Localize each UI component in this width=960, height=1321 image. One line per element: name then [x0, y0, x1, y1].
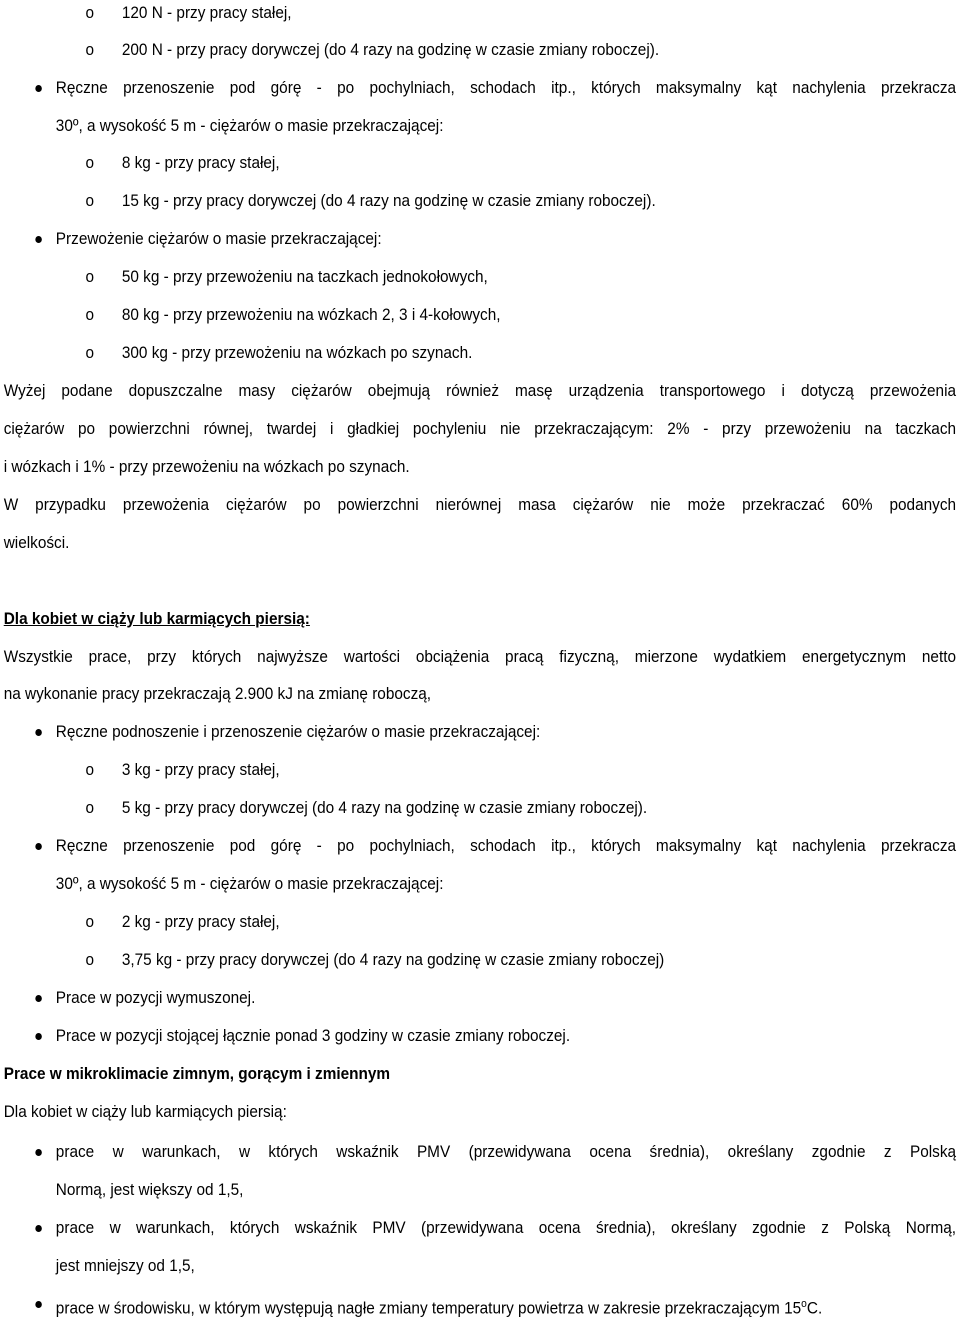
- paragraph-line: W przypadku przewożenia ciężarów po powierzchni nierównej masa ciężarów nie może przekraczać 60% podanych: [3, 496, 957, 514]
- bullet-icon: [35, 995, 42, 1002]
- sub-marker: o: [85, 344, 95, 362]
- paragraph-line: na wykonanie pracy przekraczają 2.900 kJ na zmianę roboczą,: [3, 685, 432, 703]
- bullet-item: Przewożenie ciężarów o masie przekraczającej:: [55, 230, 382, 248]
- paragraph-line: wielkości.: [3, 534, 70, 552]
- bullet-item-cont: 30º, a wysokość 5 m - ciężarów o masie przekraczającej:: [55, 117, 444, 135]
- section-subheading: Dla kobiet w ciąży lub karmiących piersią:: [3, 1103, 287, 1121]
- bullet-icon: [35, 236, 42, 243]
- sub-item: 300 kg - przy przewożeniu na wózkach po szynach.: [121, 344, 473, 362]
- paragraph-line: Wyżej podane dopuszczalne masy ciężarów obejmują również masę urządzenia transportowego i dotyczą przewożenia: [3, 382, 957, 400]
- sub-item: 2 kg - przy pracy stałej,: [121, 913, 280, 931]
- bullet-text: prace w środowisku, w którym występują nagłe zmiany temperatury powietrza w zakresie przekraczającym 15: [55, 1299, 802, 1318]
- bullet-item: prace w warunkach, których wskaźnik PMV (przewidywana ocena średnia), określany zgodnie z Polską Normą,: [55, 1219, 957, 1237]
- sub-item: 50 kg - przy przewożeniu na taczkach jednokołowych,: [121, 268, 488, 286]
- bullet-item: [56, 1294, 822, 1319]
- bullet-item-cont: 30º, a wysokość 5 m - ciężarów o masie przekraczającej:: [55, 875, 444, 893]
- bullet-icon: [35, 85, 42, 92]
- bullet-icon: [35, 1225, 42, 1232]
- sub-item: 3 kg - przy pracy stałej,: [121, 761, 280, 779]
- sub-marker: o: [85, 268, 95, 286]
- sub-item: 120 N - przy pracy stałej,: [121, 4, 292, 22]
- bullet-text-end: C.: [806, 1299, 823, 1318]
- bullet-icon: [35, 1301, 42, 1308]
- sub-item: 3,75 kg - przy pracy dorywczej (do 4 razy na godzinę w czasie zmiany roboczej): [121, 951, 665, 969]
- bullet-item: Prace w pozycji stojącej łącznie ponad 3 godziny w czasie zmiany roboczej.: [55, 1027, 571, 1045]
- bullet-item: prace w warunkach, w których wskaźnik PMV (przewidywana ocena średnia), określany zgodnie z Polską: [55, 1143, 957, 1161]
- bullet-item: Ręczne przenoszenie pod górę - po pochylniach, schodach itp., których maksymalny kąt nachylenia przekracza: [55, 79, 957, 97]
- sub-marker: o: [85, 799, 95, 817]
- sub-item: 5 kg - przy pracy dorywczej (do 4 razy na godzinę w czasie zmiany roboczej).: [121, 799, 648, 817]
- sub-item: 8 kg - przy pracy stałej,: [121, 154, 280, 172]
- section-heading: Dla kobiet w ciąży lub karmiących piersią:: [3, 610, 310, 628]
- paragraph-line: Wszystkie prace, przy których najwyższe wartości obciążenia pracą fizyczną, mierzone wydatkiem energetycznym netto: [3, 648, 957, 666]
- sub-item: 80 kg - przy przewożeniu na wózkach 2, 3 i 4-kołowych,: [121, 306, 501, 324]
- bullet-item: Ręczne przenoszenie pod górę - po pochylniach, schodach itp., których maksymalny kąt nachylenia przekracza: [55, 837, 957, 855]
- paragraph-line: i wózkach i 1% - przy przewożeniu na wózkach po szynach.: [3, 458, 410, 476]
- sub-marker: o: [85, 192, 95, 210]
- section-heading: Prace w mikroklimacie zimnym, gorącym i zmiennym: [3, 1065, 391, 1083]
- bullet-item: Prace w pozycji wymuszonej.: [55, 989, 256, 1007]
- sub-marker: o: [85, 913, 95, 931]
- superscript-degree: o: [801, 1298, 807, 1310]
- bullet-item: Ręczne podnoszenie i przenoszenie ciężarów o masie przekraczającej:: [55, 723, 541, 741]
- bullet-item-cont: jest mniejszy od 1,5,: [55, 1257, 195, 1275]
- sub-marker: o: [85, 41, 95, 59]
- sub-marker: o: [85, 951, 95, 969]
- sub-item: 200 N - przy pracy dorywczej (do 4 razy na godzinę w czasie zmiany roboczej).: [121, 41, 660, 59]
- sub-marker: o: [85, 306, 95, 324]
- bullet-icon: [35, 1033, 42, 1040]
- bullet-icon: [35, 1149, 42, 1156]
- sub-marker: o: [85, 761, 95, 779]
- bullet-item-cont: Normą, jest większy od 1,5,: [55, 1181, 244, 1199]
- bullet-icon: [35, 843, 42, 850]
- sub-marker: o: [85, 154, 95, 172]
- bullet-icon: [35, 729, 42, 736]
- paragraph-line: ciężarów po powierzchni równej, twardej i gładkiej pochyleniu nie przekraczającym: 2% - przy przewożeniu na taczkach: [3, 420, 957, 438]
- sub-item: 15 kg - przy pracy dorywczej (do 4 razy na godzinę w czasie zmiany roboczej).: [121, 192, 656, 210]
- sub-marker: o: [85, 4, 95, 22]
